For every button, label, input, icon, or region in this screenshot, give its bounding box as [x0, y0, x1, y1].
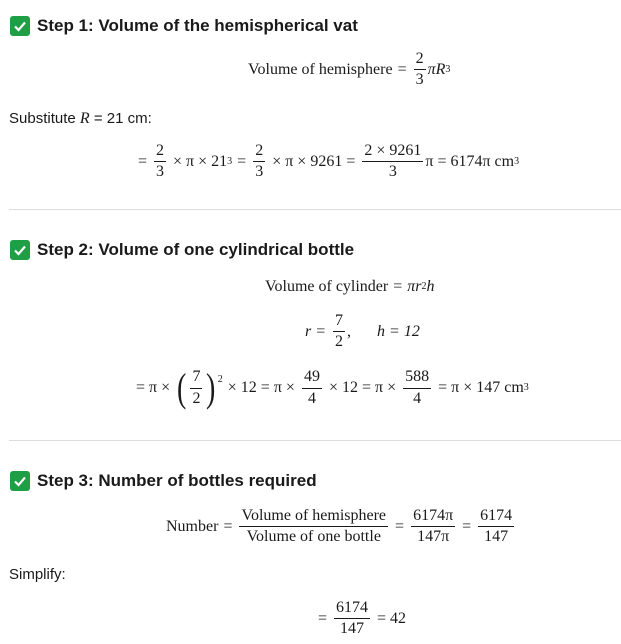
step1-formula: Volume of hemisphere = $\frac{2}{3}$ π R 3	[248, 50, 451, 89]
divider-2	[9, 440, 621, 441]
divider-1	[9, 209, 621, 210]
step1-title: Step 1: Volume of the hemispherical vat	[37, 16, 358, 35]
step2-calculation: = π × ( $\frac{7}{2}$ ) $^2$ × 12 = π × $\frac{49}{4}$ × 12 = π × $\frac{588}{4}$ = π × 147 cm 3	[136, 365, 529, 410]
step3-title: Step 3: Number of bottles required	[37, 471, 317, 490]
simplify-label: Simplify:	[9, 566, 66, 583]
step2-values: r = $\frac{7}{2}$ , h = 12	[305, 312, 420, 351]
check-icon	[10, 16, 30, 36]
step1-calculation: = $\frac{2}{3}$ × π × 21 3 = $\frac{2}{3}$ × π × 9261 = $\frac{2 \times 9261}{3}$ π = 6174π cm 3	[138, 142, 520, 181]
step2-formula: Volume of cylinder = πr 2 h	[265, 278, 435, 295]
check-icon	[10, 240, 30, 260]
step3-formula: Number = $\frac{\text{Volume of hemisphere}}{\text{Volume of one bottle}}$ = $\frac{6174\pi}{147\pi}$ = $\frac{6174}{147}$	[166, 507, 513, 546]
check-icon	[10, 471, 30, 491]
substitute-text: Substitute R = 21 cm:	[9, 110, 152, 127]
step2-title: Step 2: Volume of one cylindrical bottle	[37, 240, 355, 259]
step3-final: = $\frac{6174}{147}$ = 42	[318, 599, 407, 638]
